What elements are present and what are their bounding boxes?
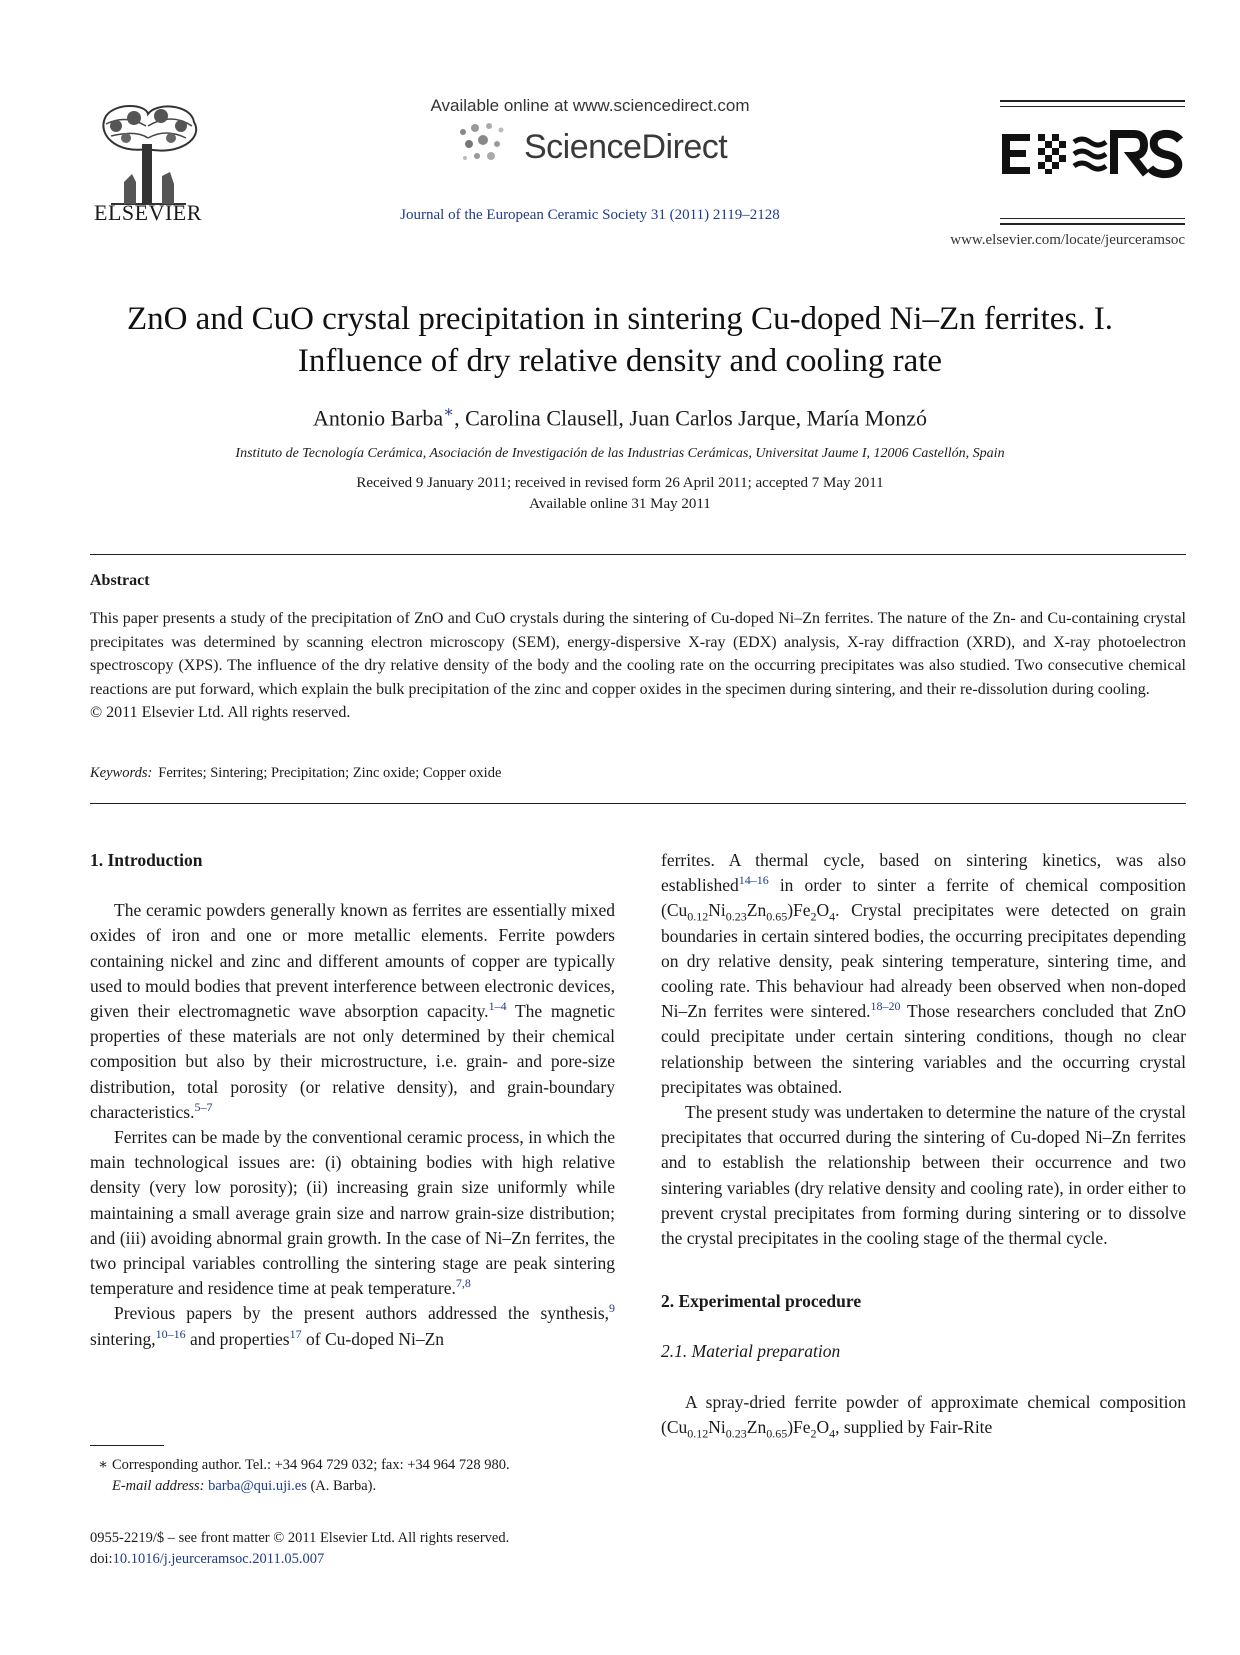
section-2-heading: 2. Experimental procedure bbox=[661, 1291, 862, 1312]
citation-14-16[interactable]: 14–16 bbox=[738, 873, 769, 888]
journal-homepage-url[interactable]: www.elsevier.com/locate/jeurceramsoc bbox=[950, 232, 1185, 248]
keywords-label: Keywords: bbox=[90, 765, 153, 781]
author-list bbox=[60, 402, 1180, 431]
article-title-line-1: ZnO and CuO crystal precipitation in sintering Cu-doped Ni–Zn ferrites. I. bbox=[126, 301, 1114, 337]
intro-paragraph-4: ferrites. A thermal cycle, based on sintering kinetics, was also established$^{14-16}$ in order to sinter a ferrite of chemical composition $(Cu_{0.12}Ni_{0.23}Zn_{0.65})Fe_2O_4$. Crystal precipitates were detected on grain boundaries in certain sintered bodies, the occurring precipitates depending on dry relative density, peak sintering temperature, sintering time, and cooling rate. This behaviour had already been observed when non-doped Ni–Zn ferrites were sintered.$^{18-20}$ Those researchers concluded that ZnO could precipitate under certain sintering conditions, though no clear relationship between the sintering variables and the occurring crystal precipitates was obtained. bbox=[661, 850, 1187, 1097]
article-title-line-2: Influence of dry relative density and cooling rate bbox=[297, 343, 943, 379]
citation-5-7[interactable]: 5–7 bbox=[194, 1100, 213, 1114]
abstract-copyright: © 2011 Elsevier Ltd. All rights reserved. bbox=[90, 704, 351, 721]
article-history bbox=[60, 473, 1180, 515]
corresponding-author-footnote bbox=[90, 1455, 615, 1497]
author-others: , Carolina Clausell, Juan Carlos Jarque, María Monzó bbox=[454, 405, 927, 431]
citation-9[interactable]: 9 bbox=[609, 1301, 615, 1316]
abstract-heading: Abstract bbox=[90, 572, 150, 589]
intro-paragraph-3: Previous papers by the present authors addressed the synthesis,$^9$ sintering,$^{10-16}$ and properties$^{17}$ of Cu-doped Ni–Zn bbox=[90, 1301, 615, 1349]
citation-17[interactable]: 17 bbox=[289, 1326, 302, 1341]
material-paragraph-1: A spray-dried ferrite powder of approximate chemical composition $(Cu_{0.12}Ni_{0.23}Zn_{0.65})Fe_2O_4$, supplied by Fair-Rite bbox=[661, 1391, 1186, 1441]
citation-10-16[interactable]: 10–16 bbox=[155, 1326, 186, 1341]
citation-18-20[interactable]: 18–20 bbox=[870, 999, 901, 1014]
abstract-bottom-rule bbox=[90, 803, 1186, 804]
subsection-2-1-heading: 2.1. Material preparation bbox=[661, 1341, 841, 1362]
abstract-body bbox=[90, 607, 1186, 725]
footnote-contact: Corresponding author. Tel.: +34 964 729 032; fax: +34 964 728 980. bbox=[112, 1457, 510, 1473]
left-column bbox=[90, 848, 615, 1352]
keywords-line bbox=[90, 765, 1186, 782]
ecers-bottom-rule bbox=[1000, 218, 1185, 225]
email-suffix: (A. Barba). bbox=[310, 1478, 377, 1494]
intro-paragraph-5: The present study was undertaken to determine the nature of the crystal precipitates that occurred during the sintering of Cu-doped Ni–Zn ferrites and to establish the relationship between their occurrence and two sintering variables (dry relative density and cooling rate), in order either to prevent crystal precipitates from forming during sintering or to dissolve the crystal precipitates in the cooling stage of the thermal cycle. bbox=[661, 1102, 1186, 1249]
intro-paragraph-1: The ceramic powders generally known as ferrites are essentially mixed oxides of iron and one or more metallic elements. Ferrite powders containing nickel and zinc and different amounts of copper are typically used to mould bodies that prevent interference between electronic devices, given their electromagnetic wave absorption capacity.$^{1-4}$ The magnetic properties of these materials are not only determined by their chemical composition but also by their microstructure, i.e. grain- and pore-size distribution, total porosity (or relative density), and grain-boundary characteristics.$^{5-7}$ bbox=[90, 900, 616, 1122]
email-link[interactable]: barba@qui.uji.es bbox=[208, 1478, 307, 1494]
corresponding-author-star[interactable]: ∗ bbox=[443, 404, 455, 421]
front-matter-text: 0955-2219/$ – see front matter © 2011 Elsevier Ltd. All rights reserved. bbox=[90, 1530, 510, 1546]
ecers-top-rule bbox=[1000, 100, 1185, 107]
available-online-date: Available online 31 May 2011 bbox=[529, 496, 711, 512]
intro-paragraph-2: Ferrites can be made by the conventional ceramic process, in which the main technological issues are: (i) obtaining bodies with high relative density (very low porosity); (ii) increasing grain size uniformly while maintaining a small average grain size and narrow grain-size distribution; and (iii) avoiding abnormal grain growth. In the case of Ni–Zn ferrites, the two principal variables controlling the sintering stage are peak sintering temperature and residence time at peak temperature.$^{7,8}$ bbox=[90, 1127, 615, 1299]
email-label: E-mail address: bbox=[112, 1478, 205, 1494]
journal-reference-link[interactable]: Journal of the European Ceramic Society 31 (2011) 2119–2128 bbox=[400, 207, 780, 223]
footnote-star: ∗ bbox=[98, 1457, 108, 1473]
front-matter bbox=[90, 1528, 615, 1570]
abstract-top-rule bbox=[90, 554, 1186, 555]
citation-7-8[interactable]: 7,8 bbox=[455, 1276, 471, 1291]
author-corresponding: Antonio Barba bbox=[313, 405, 444, 431]
doi-link[interactable]: 10.1016/j.jeurceramsoc.2011.05.007 bbox=[112, 1551, 325, 1567]
footnote-rule bbox=[90, 1445, 164, 1446]
received-dates: Received 9 January 2011; received in revised form 26 April 2011; accepted 7 May 2011 bbox=[356, 475, 884, 491]
abstract-text: This paper presents a study of the precipitation of ZnO and CuO crystals during the sintering of Cu-doped Ni–Zn ferrites. The nature of the Zn- and Cu-containing crystal precipitates was determined by scanning electron microscopy (SEM), energy-dispersive X-ray (EDX) analysis, X-ray diffraction (XRD), and X-ray photoelectron spectroscopy (XPS). The influence of the dry relative density of the body and the cooling rate on the occurring precipitates was also studied. Two consecutive chemical reactions are put forward, which explain the bulk precipitation of the zinc and copper oxides in the specimen during sintering, and their re-dissolution during cooling. bbox=[90, 610, 1186, 698]
article-title bbox=[60, 298, 1180, 382]
affiliation: Instituto de Tecnología Cerámica, Asociación de Investigación de las Industrias Cerámicas, Universitat Jaume I, 12006 Castellón, Spain bbox=[235, 446, 1005, 461]
sciencedirect-wordmark: ScienceDirect bbox=[524, 128, 728, 166]
keywords-list: Ferrites; Sintering; Precipitation; Zinc oxide; Copper oxide bbox=[158, 765, 502, 781]
right-column bbox=[661, 848, 1186, 1440]
elsevier-wordmark: ELSEVIER bbox=[94, 200, 202, 225]
available-online-text[interactable]: Available online at www.sciencedirect.com bbox=[430, 96, 750, 115]
citation-1-4[interactable]: 1–4 bbox=[488, 999, 507, 1014]
ecers-logo bbox=[1000, 128, 1185, 180]
doi-label: doi: bbox=[90, 1551, 113, 1567]
section-1-heading: 1. Introduction bbox=[90, 850, 203, 870]
